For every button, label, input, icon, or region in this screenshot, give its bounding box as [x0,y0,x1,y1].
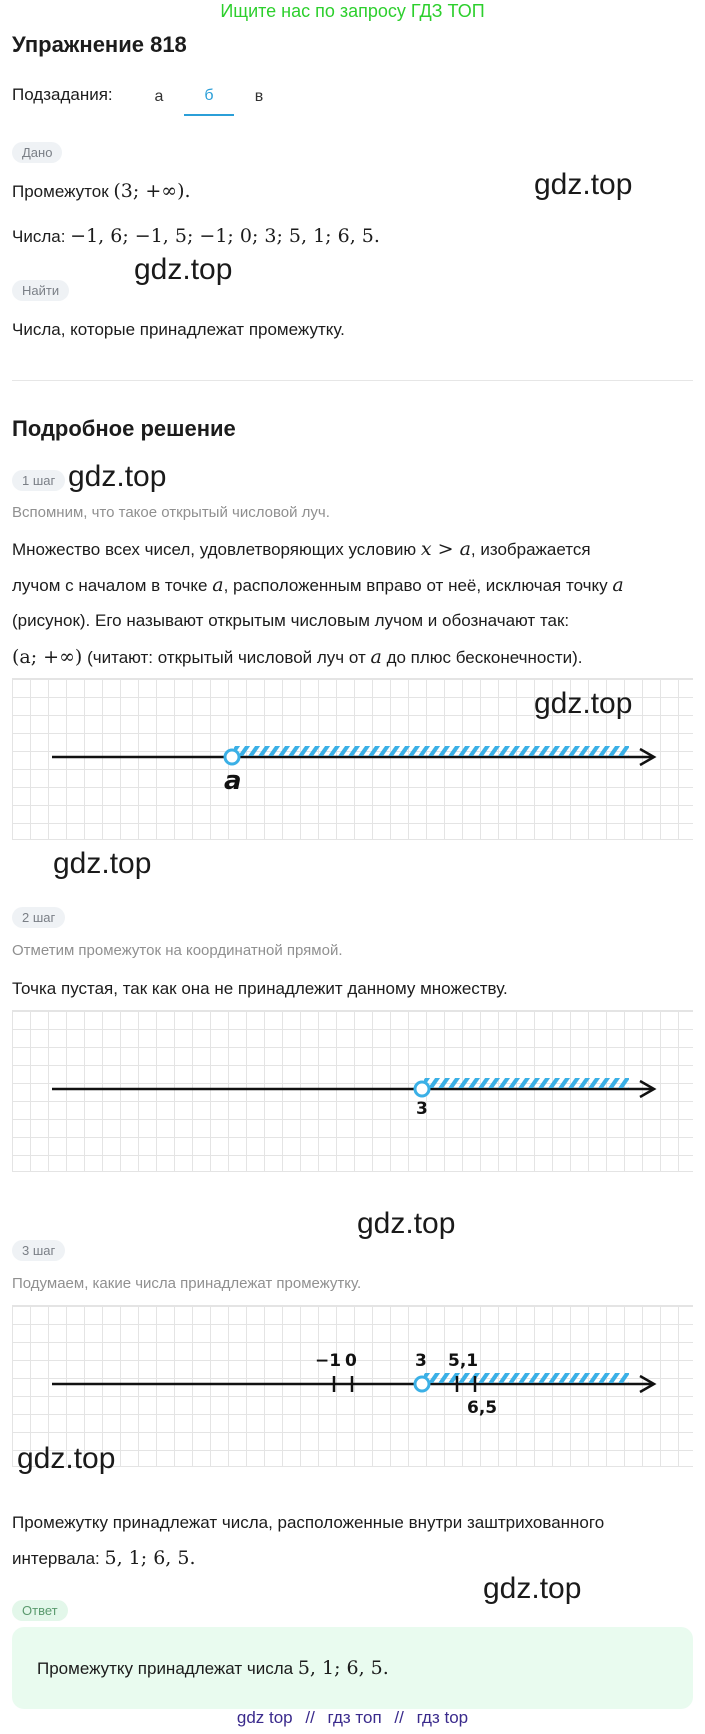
step1-line2-a: лучом с началом в точке [12,576,208,595]
step3-hint: Подумаем, какие числа принадлежат промежутку. [12,1275,362,1292]
step2-hint: Отметим промежуток на координатной прямой. [12,942,343,959]
given-interval-prefix: Промежуток [12,182,109,201]
answer-math: 5, 1; 6, 5. [297,1657,389,1679]
step1-line3: (рисунок). Его называют открытым числовым лучом и обозначают так: [12,611,570,630]
given-interval-math: (3; +∞). [113,180,191,202]
step1-line4-b: до плюс бесконечности). [386,648,583,667]
watermark: gdz.top [357,1207,456,1240]
hatched-region [424,1373,629,1383]
step3-conclusion-math: 5, 1; 6, 5. [104,1547,196,1569]
step1-line2 [12,574,624,597]
search-banner: Ищите нас по запросу ГДЗ ТОП [220,1,485,21]
step1-line2-b: , расположенным вправо от неё, исключая точку [223,576,608,595]
interval-diagram [12,1011,693,1173]
step1-line2-math2: a [612,574,624,596]
figure-interval [12,1010,693,1172]
tab-a[interactable]: а [154,88,164,105]
subtask-tabs [134,78,284,116]
given-pill: Дано [12,142,62,163]
point-label-a: a [224,766,242,796]
solution-title: Подробное решение [12,416,236,441]
footer-link-2[interactable]: гдз топ [327,1708,382,1727]
footer-links [0,1708,705,1728]
hatched-region [424,1078,629,1088]
step1-line1-a: Множество всех чисел, удовлетворяющих условию [12,540,417,559]
tab-b[interactable]: б [184,78,234,116]
answer-text-label: Промежутку принадлежат числа [37,1659,294,1678]
point-label-3: 3 [416,1099,428,1119]
watermark: gdz.top [134,253,233,286]
footer-separator: // [305,1708,315,1727]
open-point [415,1082,429,1096]
label-0: 0 [345,1351,357,1371]
step2-text: Точка пустая, так как она не принадлежит данному множеству. [12,979,508,998]
step1-line1-math: x > a [420,538,471,560]
step1-pill: 1 шаг [12,470,65,491]
given-numbers-math: −1, 6; −1, 5; −1; 0; 3; 5, 1; 6, 5. [70,225,380,247]
step1-line4 [12,646,583,669]
step2-pill: 2 шаг [12,907,65,928]
answer-box [12,1627,693,1709]
label-5-1: 5,1 [448,1351,479,1371]
watermark: gdz.top [17,1442,116,1475]
watermark: gdz.top [534,168,633,201]
step3-conclusion [12,1547,196,1570]
step1-line2-math: a [212,574,224,596]
answer-pill: Ответ [12,1600,68,1621]
label-6-5: 6,5 [467,1398,498,1418]
open-point [415,1377,429,1391]
step1-line4-a: (читают: открытый числовой луч от [87,648,366,667]
label-minus1: −1 [315,1351,342,1371]
footer-link-3[interactable]: гдз top [416,1708,469,1727]
answer-text [37,1657,389,1680]
watermark: gdz.top [68,460,167,493]
open-point [225,750,239,764]
step1-line4-math: (a; +∞) [12,646,83,668]
step3-pill: 3 шаг [12,1240,65,1261]
footer-link-1[interactable]: gdz top [236,1708,293,1727]
step3-conclusion-a: Промежутку принадлежат числа, расположенные внутри заштрихованного [12,1513,605,1532]
watermark: gdz.top [534,687,633,720]
hatched-region [234,746,629,756]
step1-hint: Вспомним, что такое открытый числовой луч. [12,504,330,521]
section-divider [12,380,693,381]
find-pill: Найти [12,280,69,301]
watermark: gdz.top [483,1572,582,1605]
step3-conclusion-b: интервала: [12,1549,100,1568]
find-text: Числа, которые принадлежат промежутку. [12,320,345,339]
given-numbers [12,225,380,248]
step1-line1 [12,538,591,561]
page-title: Упражнение 818 [12,32,187,57]
given-numbers-prefix: Числа: [12,227,66,246]
given-interval [12,180,191,203]
step1-line1-b: , изображается [470,540,591,559]
watermark: gdz.top [53,847,152,880]
step1-line4-math2: a [370,646,382,668]
footer-separator: // [394,1708,404,1727]
subtasks-label: Подзадания: [12,85,113,104]
label-3: 3 [415,1351,427,1371]
tab-v[interactable]: в [254,88,264,105]
